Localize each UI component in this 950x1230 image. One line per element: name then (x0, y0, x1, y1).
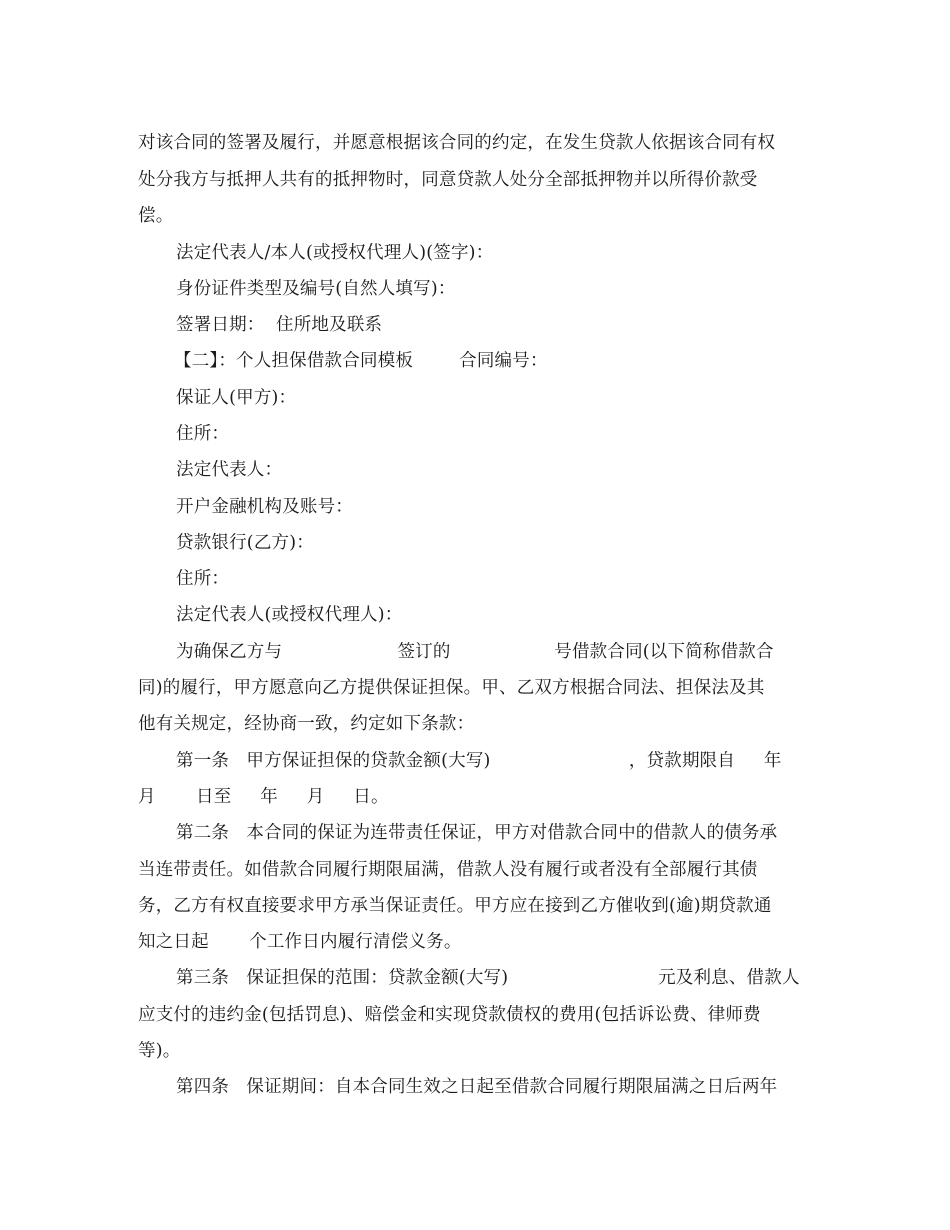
field-address: 住所： (176, 569, 230, 589)
article-2-line: 知之日起 个工作日内履行清偿义务。 (138, 932, 462, 952)
id-line: 身份证件类型及编号(自然人填写)： (176, 279, 456, 299)
field-legal-rep-agent: 法定代表人(或授权代理人)： (176, 605, 403, 625)
paragraph-line: 他有关规定，经协商一致，约定如下条款： (138, 714, 475, 734)
section-heading: 【二】：个人担保借款合同模板 合同编号： (174, 351, 548, 371)
article-1-line: 月 日至 年 月 日。 (138, 787, 389, 807)
field-guarantor: 保证人(甲方)： (176, 388, 297, 408)
article-4-line: 第四条 保证期间：自本合同生效之日起至借款合同履行期限届满之日后两年 (176, 1077, 778, 1097)
field-legal-rep: 法定代表人： (176, 460, 283, 480)
paragraph-line: 偿。 (138, 206, 174, 226)
article-2-line: 当连带责任。如借款合同履行期限届满，借款人没有履行或者没有全部履行其债 (138, 860, 758, 880)
field-bank-account: 开户金融机构及账号： (176, 497, 353, 517)
article-3-line: 应支付的违约金(包括罚息)、赔偿金和实现贷款债权的费用(包括诉讼费、律师费 (138, 1005, 761, 1025)
field-address: 住所： (176, 424, 230, 444)
article-2-line: 第二条 本合同的保证为连带责任保证，甲方对借款合同中的借款人的债务承 (176, 823, 778, 843)
article-2-line: 务，乙方有权直接要求甲方承当保证责任。甲方应在接到乙方催收到(逾)期贷款通 (138, 896, 772, 916)
date-line: 签署日期： 住所地及联系 (176, 315, 383, 335)
article-3-line: 第三条 保证担保的范围：贷款金额(大写) 元及利息、借款人 (176, 968, 800, 988)
paragraph-line: 处分我方与抵押人共有的抵押物时，同意贷款人处分全部抵押物并以所得价款受 (138, 170, 758, 190)
article-1-line: 第一条 甲方保证担保的贷款金额(大写) ，贷款期限自 年 (176, 751, 782, 771)
article-3-line: 等)。 (138, 1041, 181, 1061)
paragraph-line: 对该合同的签署及履行，并愿意根据该合同的约定，在发生贷款人依据该合同有权 (138, 133, 776, 153)
signature-line: 法定代表人/本人(或授权代理人)(签字)： (176, 243, 494, 263)
paragraph-line: 为确保乙方与 签订的 号借款合同(以下简称借款合 (176, 642, 774, 662)
paragraph-line: 同)的履行，甲方愿意向乙方提供保证担保。甲、乙双方根据合同法、担保法及其 (138, 678, 765, 698)
field-lender-bank: 贷款银行(乙方)： (176, 533, 314, 553)
